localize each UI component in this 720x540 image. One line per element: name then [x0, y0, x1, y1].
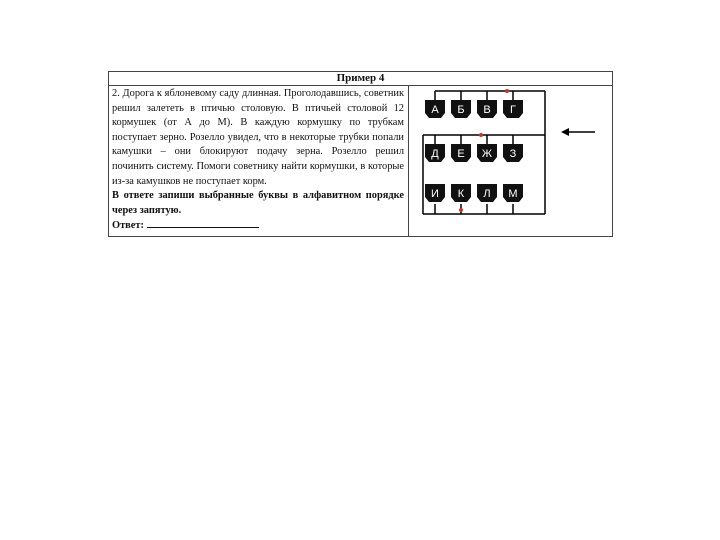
task-text-cell: [109, 86, 409, 236]
feeder-v: [477, 100, 497, 118]
feeder-label: Ж: [481, 148, 493, 160]
feeder-a: [425, 100, 445, 118]
example-title: Пример 4: [109, 72, 612, 86]
stone-marker: [505, 89, 509, 93]
feeder-k: [451, 184, 471, 202]
feeder-e: [451, 144, 471, 162]
task-instruction: В ответе запиши выбранные буквы в алфавитном порядке через запятую.: [112, 190, 404, 216]
feeder-m: [503, 184, 523, 202]
pipe-diagram: [409, 86, 612, 236]
stone-marker: [479, 133, 483, 137]
answer-label: Ответ:: [112, 220, 144, 232]
feeder-label: И: [431, 188, 439, 200]
feeder-label: Д: [431, 148, 439, 160]
feeder-label: Л: [483, 188, 491, 200]
stone-marker: [459, 208, 463, 212]
feeder-i: [425, 184, 445, 202]
feeder-label: В: [483, 104, 491, 116]
feeder-label: А: [431, 104, 439, 116]
answer-blank[interactable]: [147, 218, 259, 228]
inflow-arrowhead-icon: [561, 128, 569, 136]
feeder-label: Е: [457, 148, 465, 160]
feeder-z: [503, 144, 523, 162]
feeder-b: [451, 100, 471, 118]
answer-row: [112, 218, 404, 234]
example-table: [108, 71, 613, 237]
feeder-label: К: [457, 188, 465, 200]
pipe-diagram-svg: [409, 86, 612, 236]
feeder-d: [425, 144, 445, 162]
feeder-label: З: [509, 148, 517, 160]
feeder-label: М: [508, 188, 518, 200]
feeder-l: [477, 184, 497, 202]
feeder-label: Б: [457, 104, 465, 116]
feeder-zh: [477, 144, 497, 162]
feeder-g: [503, 100, 523, 118]
task-paragraph: 2. Дорога к яблоневому саду длинная. Проголодавшись, советник решил залететь в птичью столовую. В птичьей столовой 12 кормушек (от А до М). В каждую кормушку по трубкам поступает зерно. Розелло увидел, что в некоторые трубки попали камушки – они блокируют подачу зерна. Розелло решил починить систему. Помоги советнику найти кормушки, в которые из-за камушков не поступает корм.: [112, 88, 404, 187]
feeder-label: Г: [510, 104, 516, 116]
